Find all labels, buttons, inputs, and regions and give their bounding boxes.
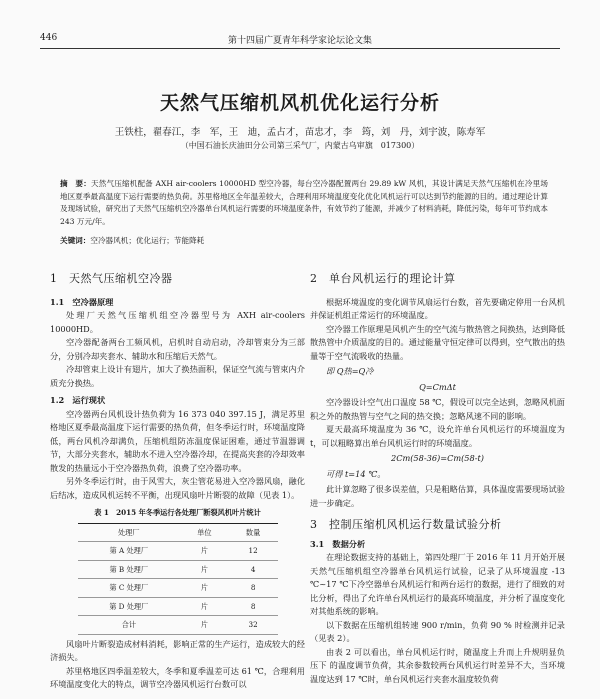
table-cell: 第 A 处理厂 — [78, 542, 181, 561]
table-cell: 片 — [180, 579, 229, 598]
table-row — [78, 616, 278, 635]
equation: Q=CmΔt — [419, 381, 456, 392]
header-rule — [40, 48, 560, 49]
table-header-row — [78, 523, 278, 542]
table-row — [78, 579, 278, 598]
paragraph: 在理论数据支持的基础上，第四处理厂于 2016 年 11 月开始开展天然气压缩机组空冷器单台风机运行试验，记录了从环境温度 -13 ℃~17 ℃下冷空器单台风机运行和两台运行的数据，进行了细致的对比分析，得出了允许单台风机运行的最高环境温度，并分析了温度变化对其他系统的影响。 — [310, 552, 565, 616]
table-cell: 合计 — [78, 616, 181, 635]
table-cell: 32 — [229, 616, 278, 635]
table-row — [78, 560, 278, 579]
abstract-label: 摘 要： — [60, 179, 91, 188]
abstract — [60, 178, 548, 228]
table-header: 单位 — [180, 523, 229, 542]
paragraph: 以下数据在压缩机组转速 900 r/min，负荷 90 % 时检测并记录（见表 2）。 — [310, 619, 565, 643]
subsection-3-1: 3.1 数据分析 — [310, 538, 366, 549]
paragraph: 空冷器工作原理是风机产生的空气流与散热管之间换热，达到降低散热管中介质温度的目的。通过能量守恒定律可以得到，空气散出的热量等于空气流吸收的热量。 — [310, 323, 565, 361]
table-caption: 表 1 2015 年冬季运行各处理厂断裂风机叶片统计 — [94, 508, 261, 517]
table-cell: 第 B 处理厂 — [78, 560, 181, 579]
table-cell: 片 — [180, 616, 229, 635]
paragraph: 苏里格地区四季温差较大，冬季和夏季温差可达 61 ℃，合理利用环境温度变化大的特点，调节空冷器风机运行台数可以 — [50, 665, 305, 689]
table-header: 处理厂 — [78, 523, 181, 542]
equation-label: 即 Q热=Q冷 — [326, 366, 374, 376]
keywords-text: 空冷器风机；优化运行；节能降耗 — [90, 236, 205, 245]
paragraph: 夏天最高环境温度为 36 ℃，设允许单台风机运行的环境温度为 t，可以粗略算出单台风机运行时的环境温度。 — [310, 424, 565, 448]
subsection-1-1: 1.1 空冷器原理 — [50, 296, 114, 307]
paragraph: 根据环境温度的变化调节风扇运行台数，首先要确定停用一台风机并保证机组正常运行的环境温度。 — [310, 296, 565, 320]
table-cell: 8 — [229, 579, 278, 598]
authors: 王铁柱，翟春江，李 军，王 迪，孟占才，苗忠才，李 筠，刘 丹，刘宇波，陈寿军 — [114, 127, 486, 138]
keywords — [60, 235, 548, 246]
equation: 2Cm(58-36)=Cm(58-t) — [391, 453, 484, 463]
paragraph: 由表 2 可以看出，单台风机运行时，随温度上升而上升规明显负压下 的温度调节负荷，其余参数较两台风机运行时差异不大，当环境温度达到 17 ℃时，单台风机运行夹套水温度较负荷 — [310, 646, 565, 684]
subsection-1-2: 1.2 运行现状 — [50, 395, 106, 405]
affiliation: （中国石油长庆油田分公司第三采气厂，内蒙古乌审旗 017300） — [180, 141, 420, 150]
table-header: 数量 — [229, 523, 278, 542]
keywords-label: 关键词： — [60, 236, 91, 245]
paragraph: 此计算忽略了很多误差值，只是粗略估算，具体温度需要现场试验进一步确定。 — [310, 484, 565, 508]
paragraph: 空冷器两台风机设计热负荷为 16 373 040 397.15 J，满足苏里格地区夏季最高温度下运行需要的热负荷，但冬季运行时，环境温度降低，两台风机冷却满负，压缩机组防冻温度保证困难，通过节温器调节，大部分夹套水，辅助水不进入空冷器冷却，在提高夹套的冷却效率散发的热量远小于空冷器热负荷，浪费了空冷器功率。 — [50, 408, 305, 473]
table-cell: 片 — [180, 542, 229, 561]
section-1-heading: 1 天然气压缩机空冷器 — [50, 272, 173, 285]
page-number: 446 — [40, 33, 58, 43]
paragraph: 处理厂天然气压缩机组空冷器型号为 AXH air-coolers 10000HD。 — [50, 310, 305, 334]
left-column — [50, 272, 305, 692]
right-column — [310, 272, 565, 686]
table-cell: 12 — [229, 542, 278, 561]
abstract-text: 天然气压缩机配备 AXH air-coolers 10000HD 型空冷器，每台空冷器配置两台 29.89 kW 风机，其设计满足天然气压缩机在冷里场地区夏季最高温度下运行需要的热负荷。苏里格地区全年温差较大，合理利用环境温度变化优化风机运行可以达到节约能源的目的。通过理论计算及现场试验，研究出了天然气压缩机空冷器单台风机运行需要的环境温度条件，有效节约了能源，并减少了材料消耗，降低污染，每年可节约成本 243 万元/年。 — [60, 179, 549, 226]
table-cell: 8 — [229, 597, 278, 616]
paragraph: 空冷器配备两台工频风机，启机时自动启动，冷却管束分为三部分，分别冷却夹套水、辅助水和压缩后天然气。 — [50, 337, 305, 361]
table-cell: 4 — [229, 560, 278, 579]
blade-table — [78, 523, 278, 635]
paper-title: 天然气压缩机风机优化运行分析 — [159, 92, 440, 114]
paragraph: 空冷器设计空气出口温度 58 ℃，假设可以完全达到，忽略风机面积之外的散热管与空气之间的热交换；忽略风速不同的影响。 — [310, 397, 565, 421]
table-cell: 片 — [180, 597, 229, 616]
table-row — [78, 542, 278, 561]
section-3-heading: 3 控制压缩机风机运行数量试验分析 — [310, 518, 502, 531]
table-cell: 第 D 处理厂 — [78, 597, 181, 616]
equation-result: 可得 t=14 ℃。 — [326, 468, 386, 479]
paragraph: 另外冬季运行时，由于风雪大，灰尘管花易进入空冷器风扇，融化后结冰，造成风机运转不平衡，出现风扇叶片断裂的故障（见表 1）。 — [50, 476, 305, 500]
table-cell: 第 C 处理厂 — [78, 579, 181, 598]
running-header — [40, 33, 560, 49]
paragraph: 风扇叶片断裂造成材料消耗，影响正常的生产运行，造成较大的经济损失。 — [50, 638, 305, 662]
paragraph: 冷却管束上设计有翅片，加大了换热面积，保证空气流与管束内介质充分换热。 — [50, 364, 305, 388]
table-cell: 片 — [180, 560, 229, 579]
table-row — [78, 597, 278, 616]
journal-title: 第十四届广夏青年科学家论坛论文集 — [227, 36, 372, 46]
section-2-heading: 2 单台风机运行的理论计算 — [310, 272, 456, 285]
